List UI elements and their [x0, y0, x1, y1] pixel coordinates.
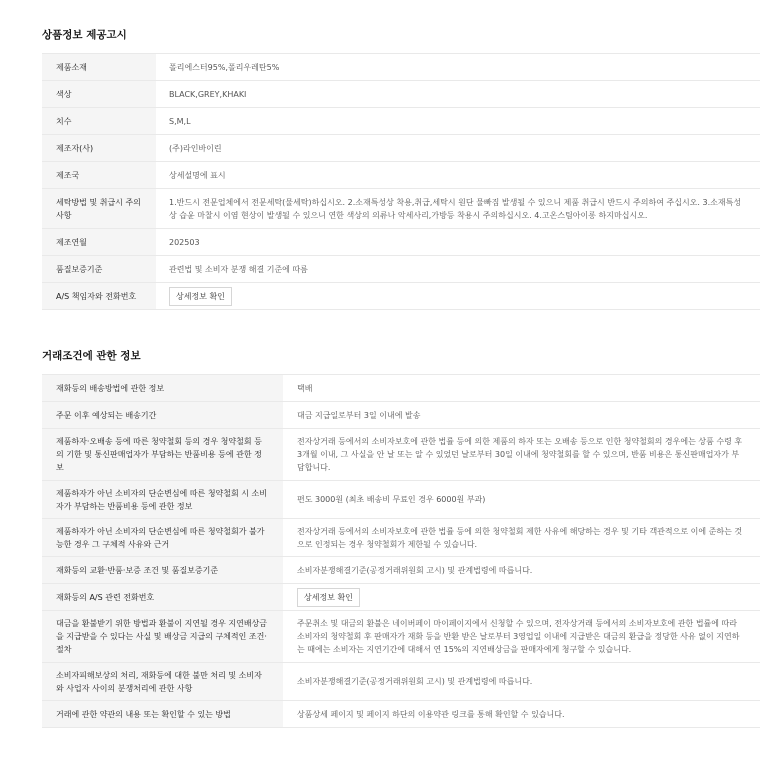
row-value: 202503 [156, 229, 760, 256]
row-value: 소비자분쟁해결기준(공정거래위원회 고시) 및 관계법령에 따릅니다. [283, 663, 760, 701]
row-value: 소비자분쟁해결기준(공정거래위원회 고시) 및 관계법령에 따릅니다. [283, 557, 760, 584]
trade-terms-table [42, 374, 760, 728]
row-label: 재화등의 배송방법에 관한 정보 [42, 375, 283, 402]
row-label: 세탁방법 및 취급시 주의사항 [42, 189, 156, 229]
row-value: 전자상거래 등에서의 소비자보호에 관한 법률 등에 의한 제품의 하자 또는 오배송 등으로 인한 청약철회의 경우에는 상품 수령 후 3개월 이내, 그 사실을 안 날 또는 알 수 있었던 날로부터 30일 이내에 청약철회를 할 수 있으며, 반품 비용은 통신판매업자가 부담합니다. [283, 429, 760, 481]
product-info-section [42, 26, 760, 310]
row-label: 소비자피해보상의 처리, 재화등에 대한 불만 처리 및 소비자와 사업자 사이의 분쟁처리에 관한 사항 [42, 663, 283, 701]
row-label: 재화등의 교환·반품·보증 조건 및 품질보증기준 [42, 557, 283, 584]
row-value: 관련법 및 소비자 분쟁 해결 기준에 따름 [156, 256, 760, 283]
table-row [42, 108, 760, 135]
row-label: 제조자(사) [42, 135, 156, 162]
table-row [42, 429, 760, 481]
row-label: 주문 이후 예상되는 배송기간 [42, 402, 283, 429]
row-value: 전자상거래 등에서의 소비자보호에 관한 법률 등에 의한 청약철회 제한 사유에 해당하는 경우 및 기타 객관적으로 이에 준하는 것으로 인정되는 경우 청약철회가 제한될 수 있습니다. [283, 519, 760, 557]
table-row [42, 54, 760, 81]
table-row [42, 519, 760, 557]
row-label: 제조국 [42, 162, 156, 189]
row-label: 거래에 관한 약관의 내용 또는 확인할 수 있는 방법 [42, 701, 283, 728]
row-label: 품질보증기준 [42, 256, 156, 283]
table-row [42, 584, 760, 611]
row-value: BLACK,GREY,KHAKI [156, 81, 760, 108]
row-value: (주)라인바이린 [156, 135, 760, 162]
trade-terms-section [42, 347, 760, 728]
trade-terms-title: 거래조건에 관한 정보 [42, 350, 141, 362]
as-contact-detail-button[interactable]: 상세정보 확인 [169, 287, 232, 306]
table-row [42, 611, 760, 663]
table-row [42, 375, 760, 402]
product-info-table [42, 53, 760, 310]
table-row [42, 701, 760, 728]
table-row [42, 162, 760, 189]
row-value: 상품상세 페이지 및 페이지 하단의 이용약관 링크를 통해 확인할 수 있습니다. [283, 701, 760, 728]
row-label: 제품소재 [42, 54, 156, 81]
row-value: 대금 지급일로부터 3일 이내에 발송 [283, 402, 760, 429]
row-value [283, 584, 760, 611]
row-label: 재화등의 A/S 관련 전화번호 [42, 584, 283, 611]
table-row [42, 402, 760, 429]
row-label: 제품하자가 아닌 소비자의 단순변심에 따른 청약철회가 불가능한 경우 그 구체적 사유와 근거 [42, 519, 283, 557]
row-label: 제품하자·오배송 등에 따른 청약철회 등의 경우 청약철회 등의 기한 및 통신판매업자가 부담하는 반품비용 등에 관한 정보 [42, 429, 283, 481]
row-label: A/S 책임자와 전화번호 [42, 283, 156, 310]
table-row [42, 557, 760, 584]
row-label: 색상 [42, 81, 156, 108]
row-value: 택배 [283, 375, 760, 402]
row-label: 제조연월 [42, 229, 156, 256]
row-label: 치수 [42, 108, 156, 135]
as-phone-detail-button[interactable]: 상세정보 확인 [297, 588, 360, 607]
row-label: 대금을 환불받기 위한 방법과 환불이 지연될 경우 지연배상금을 지급받을 수 있다는 사실 및 배상금 지급의 구체적인 조건·절차 [42, 611, 283, 663]
row-value: 폴리에스터95%,폴리우레탄5% [156, 54, 760, 81]
row-value: S,M,L [156, 108, 760, 135]
row-value: 1.반드시 전문업체에서 전문세탁(물세탁)하십시오. 2.소재특성상 착용,취급,세탁시 원단 물빠짐 발생될 수 있으니 제품 취급시 반드시 주의하여 주십시오. 3.소재특성상 습윤 마찰시 이염 현상이 발생될 수 있으니 연한 색상의 의류나 악세사리,가방등 착용시 주의하십시오. 4.고온스팀아이롱 하지마십시오. [156, 189, 760, 229]
table-row [42, 135, 760, 162]
table-row [42, 81, 760, 108]
table-row [42, 229, 760, 256]
table-row [42, 189, 760, 229]
table-row [42, 481, 760, 519]
row-value [156, 283, 760, 310]
row-label: 제품하자가 아닌 소비자의 단순변심에 따른 청약철회 시 소비자가 부담하는 반품비용 등에 관한 정보 [42, 481, 283, 519]
row-value: 주문취소 및 대금의 환불은 네이버페이 마이페이지에서 신청할 수 있으며, 전자상거래 등에서의 소비자보호에 관한 법률에 따라 소비자의 청약철회 후 판매자가 재화 등을 반환 받은 날로부터 3영업일 이내에 지급받은 대금의 환급을 정당한 사유 없이 지연하는 때에는 소비자는 지연기간에 대해서 연 15%의 지연배상금을 판매자에게 청구할 수 있습니다. [283, 611, 760, 663]
row-value: 상세설명에 표시 [156, 162, 760, 189]
table-row [42, 283, 760, 310]
product-info-title: 상품정보 제공고시 [42, 29, 127, 41]
table-row [42, 663, 760, 701]
row-value: 편도 3000원 (최초 배송비 무료인 경우 6000원 부과) [283, 481, 760, 519]
table-row [42, 256, 760, 283]
